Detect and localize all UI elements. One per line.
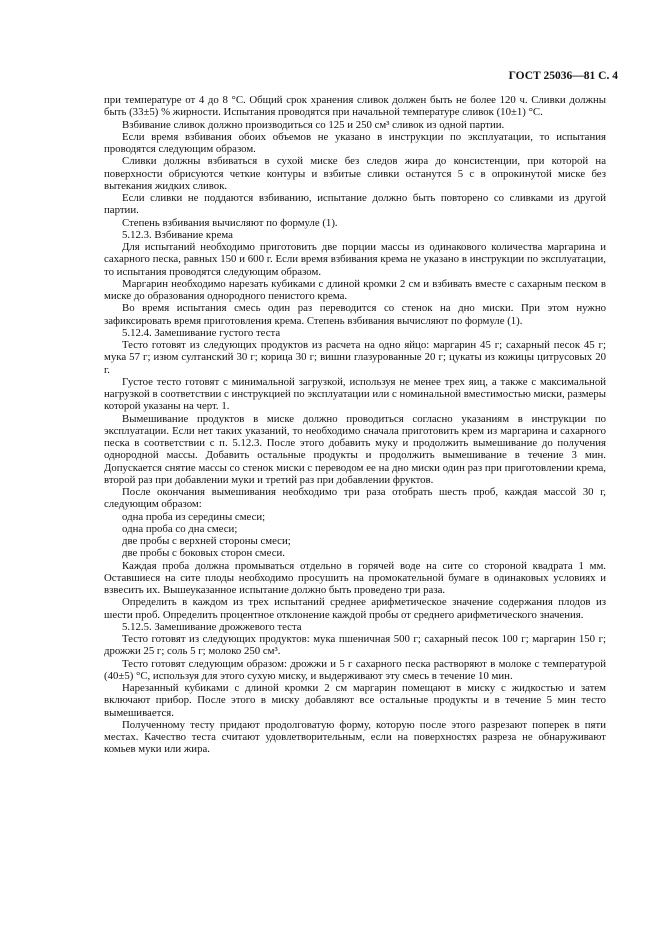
- paragraph: Взбивание сливок должно производиться со 125 и 250 см³ сливок из одной партии.: [122, 118, 505, 131]
- paragraph: Вымешивание продуктов в миске должно проводиться согласно указаниям в инструкции по эксплуатации. Если нет таких указаний, то необходимо сначала приготовить крем из маргарина и сахарного песка в соответствии с п. 5.12.3. После этого добавить муку и продолжить вымешивание до получения однородной массы. Добавить остальные продукты и продолжить вымешивание в течение 3 мин. Допускается снятие массы со стенок миски с переводом ее на дно миски один раз при приготовлении крема, второй раз при добавлении муки и третий раз при добавлении фруктов.: [104, 412, 606, 486]
- paragraph: Для испытаний необходимо приготовить две порции массы из одинакового количества маргарина и сахарного песка, равных 150 и 600 г. Если время взбивания крема не указано в инструкции по эксплуатации, то испытания проводятся следующим образом.: [104, 241, 606, 278]
- paragraph: Сливки должны взбиваться в сухой миске без следов жира до консистенции, при которой на поверхности обрисуются четкие контуры и взбитые сливки останутся 5 с в опрокинутой миске без вытекания жидких сливок.: [104, 155, 606, 192]
- paragraph: Тесто готовят из следующих продуктов из расчета на одно яйцо: маргарин 45 г; сахарный песок 45 г; мука 57 г; изюм султанский 30 г; корица 30 г; вишни глазурованные 20 г; цукаты из кожицы цитрусовых 20 г.: [104, 339, 606, 376]
- section-heading: 5.12.3. Взбивание крема: [122, 228, 233, 241]
- paragraph: После окончания вымешивания необходимо три раза отобрать шесть проб, каждая массой 30 г, следующим образом:: [104, 486, 606, 511]
- paragraph: Если время взбивания обоих объемов не указано в инструкции по эксплуатации, то испытания проводятся следующим образом.: [104, 130, 606, 155]
- paragraph: Определить в каждом из трех испытаний среднее арифметическое значение содержания плодов из шести проб. Определить процентное отклонение каждой пробы от среднего арифметического значения.: [104, 596, 606, 621]
- paragraph: Каждая проба должна промываться отдельно в горячей воде на сите со стороной квадрата 1 мм. Оставшиеся на сите плоды необходимо просушить на промокательной бумаге в одинаковых условиях и взвесить их. Вышеуказанное испытание должно быть проведено три раза.: [104, 559, 606, 596]
- paragraph: Полученному тесту придают продолговатую форму, которую после этого разрезают поперек в пяти местах. Качество теста считают удовлетворительным, если на поверхностях разреза не обнаруживают комьев муки или жира.: [104, 718, 606, 756]
- section-heading: 5.12.4. Замешивание густого теста: [122, 326, 281, 339]
- document-body: [104, 94, 606, 756]
- page-header: ГОСТ 25036—81 С. 4: [508, 70, 618, 82]
- list-item: одна проба из середины смеси;: [122, 510, 266, 523]
- paragraph: Нарезанный кубиками с длиной кромки 2 см маргарин помещают в миску с жидкостью и затем включают прибор. После этого в миску добавляют все остальные продукты и в течение 5 мин тесто вымешивается.: [104, 682, 606, 719]
- paragraph: Густое тесто готовят с минимальной загрузкой, используя не менее трех яиц, а также с максимальной нагрузкой в соответствии с инструкцией по эксплуатации или с номинальной вместимостью миски, размеры которой указаны на черт. 1.: [104, 375, 606, 413]
- paragraph: при температуре от 4 до 8 °С. Общий срок хранения сливок должен быть не более 120 ч. Сливки должны быть (33±5) % жирности. Испытания проводятся при начальной температуре сливок (10±1) °С.: [104, 94, 606, 119]
- paragraph: Маргарин необходимо нарезать кубиками с длиной кромки 2 см и взбивать вместе с сахарным песком в миске до образования однородного пенистого крема.: [104, 277, 606, 302]
- list-item: две пробы с боковых сторон смеси.: [122, 547, 285, 560]
- paragraph: Степень взбивания вычисляют по формуле (1).: [122, 216, 338, 229]
- paragraph: Если сливки не поддаются взбиванию, испытание должно быть повторено со сливками из другой партии.: [104, 192, 606, 217]
- section-heading: 5.12.5. Замешивание дрожжевого теста: [122, 620, 302, 633]
- list-item: одна проба со дна смеси;: [122, 522, 238, 535]
- paragraph: Тесто готовят следующим образом: дрожжи и 5 г сахарного песка растворяют в молоке с температурой (40±5) °С, используя для этого сухую миску, и выдерживают эту смесь в течение 10 мин.: [104, 657, 606, 682]
- list-item: две пробы с верхней стороны смеси;: [122, 535, 291, 547]
- paragraph: Тесто готовят из следующих продуктов: мука пшеничная 500 г; сахарный песок 100 г; маргарин 150 г; дрожжи 25 г; соль 5 г; молоко 250 см³.: [104, 633, 606, 658]
- paragraph: Во время испытания смесь один раз переводится со стенок на дно миски. При этом нужно зафиксировать время приготовления крема. Степень взбивания вычисляют по формуле (1).: [104, 302, 606, 327]
